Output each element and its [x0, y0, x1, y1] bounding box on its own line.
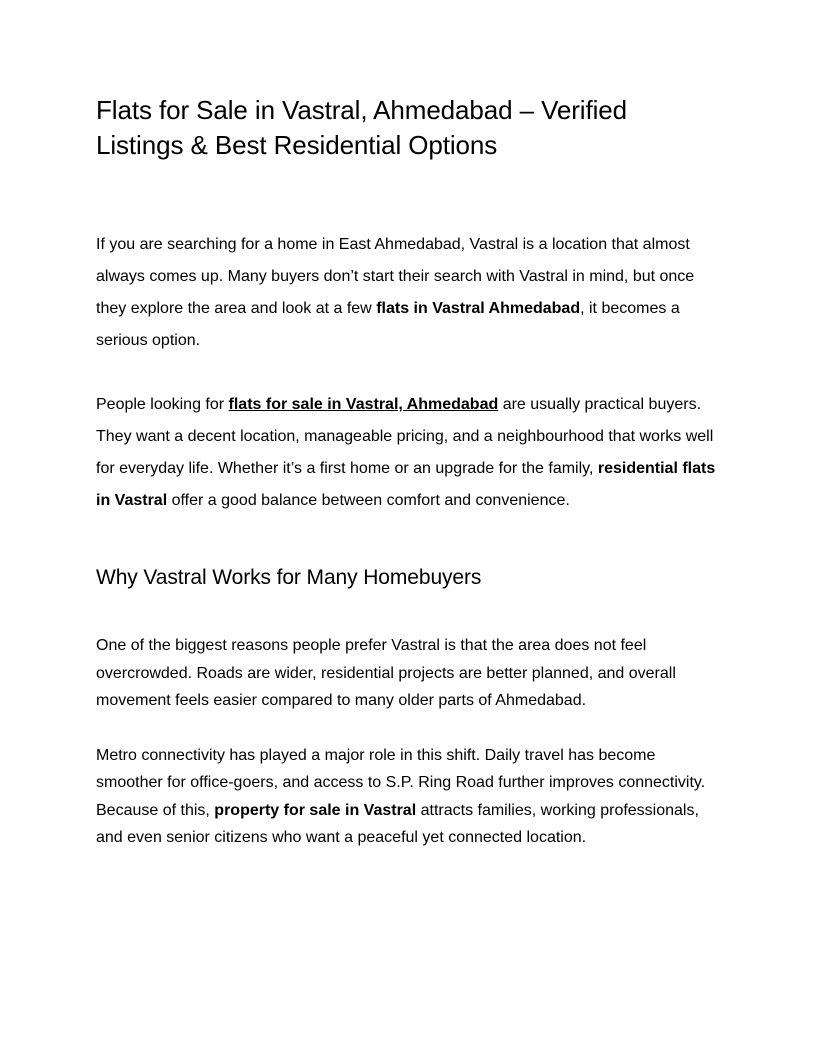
- document-title: Flats for Sale in Vastral, Ahmedabad – Verified Listings & Best Residential Options: [96, 95, 628, 160]
- reasons-paragraph: One of the biggest reasons people prefer Vastral is that the area does not feel overcrowded. Roads are wider, residential projects are better planned, and overall movement feels easier compared to many older parts of Ahmedabad.: [96, 637, 676, 709]
- document-body: [96, 93, 720, 852]
- buyers-text-3: offer a good balance between comfort and convenience.: [167, 492, 570, 509]
- buyers-text-2: are usually practical buyers. They want a decent location, manageable pricing, and a neighbourhood that works well for everyday life. Whether it’s a first home or an upgrade for the family,: [96, 396, 714, 477]
- intro-bold-keyword: flats in Vastral Ahmedabad: [376, 300, 581, 317]
- metro-paragraph: [96, 742, 720, 852]
- buyers-bold-keyword: residential flats in Vastral: [96, 460, 716, 509]
- intro-paragraph: [96, 229, 720, 357]
- metro-bold-keyword: property for sale in Vastral: [214, 801, 417, 819]
- flats-for-sale-link[interactable]: flats for sale in Vastral, Ahmedabad: [228, 396, 499, 413]
- buyers-text-1: People looking for: [96, 396, 229, 413]
- metro-text-1: Metro connectivity has played a major role in this shift. Daily travel has become smoother for office-goers, and access to S.P. Ring Road further improves connectivity. Because of this,: [96, 746, 706, 819]
- buyers-paragraph: [96, 389, 720, 517]
- section-heading: Why Vastral Works for Many Homebuyers: [96, 566, 482, 589]
- intro-text-1: If you are searching for a home in East Ahmedabad, Vastral is a location that almost always comes up. Many buyers don’t start their search with Vastral in mind, but once they explore the area and look at a few: [96, 236, 695, 317]
- metro-text-2: attracts families, working professionals, and even senior citizens who want a peaceful yet connected location.: [96, 801, 699, 846]
- intro-text-2: , it becomes a serious option.: [96, 300, 680, 349]
